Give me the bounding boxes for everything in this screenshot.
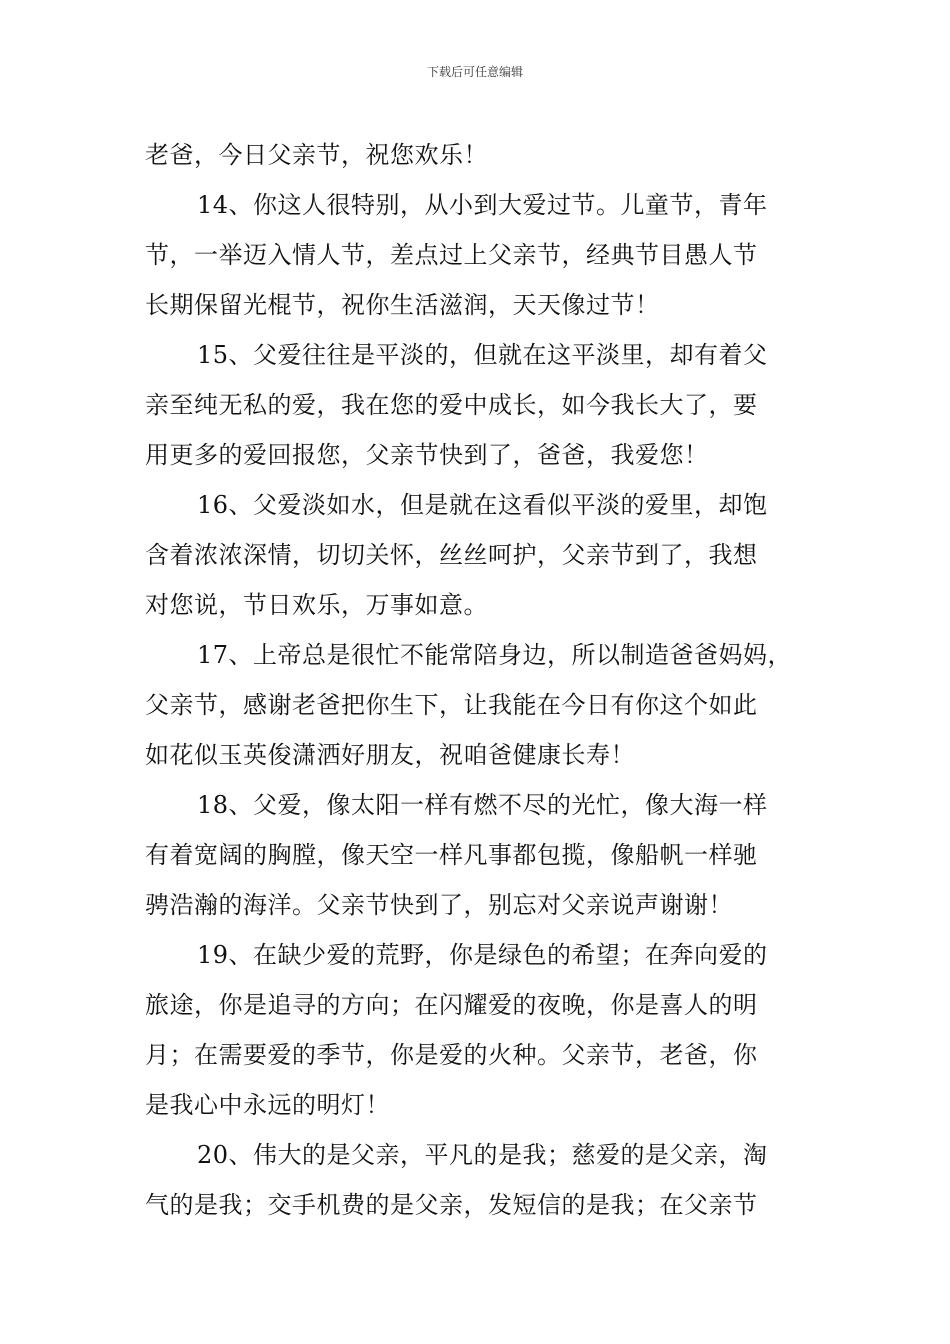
paragraph-first-line: 16、父爱淡如水，但是就在这看似平淡的爱里，却饱 [197, 491, 768, 519]
document-body [145, 130, 810, 1230]
paragraph-line: 亲至纯无私的爱，我在您的爱中成长，如今我长大了，要 [145, 391, 758, 419]
paragraph-first-line: 19、在缺少爱的荒野，你是绿色的希望；在奔向爱的 [197, 941, 768, 969]
paragraph-line: 气的是我；交手机费的是父亲，发短信的是我；在父亲节 [145, 1191, 758, 1219]
paragraph-line: 长期保留光棍节，祝你生活滋润，天天像过节！ [145, 291, 660, 319]
paragraph-line: 是我心中永远的明灯！ [145, 1091, 390, 1119]
paragraph-line: 父亲节，感谢老爸把你生下，让我能在今日有你这个如此 [145, 691, 758, 719]
paragraph-line: 含着浓浓深情，切切关怀，丝丝呵护，父亲节到了，我想 [145, 541, 758, 569]
paragraph-first-line: 18、父爱，像太阳一样有燃不尽的光忙，像大海一样 [197, 791, 768, 819]
page-header-note: 下载后可任意编辑 [426, 65, 523, 79]
paragraph-line: 月；在需要爱的季节，你是爱的火种。父亲节，老爸，你 [145, 1041, 758, 1069]
paragraph-line: 如花似玉英俊潇洒好朋友，祝咱爸健康长寿！ [145, 741, 635, 769]
paragraph-line: 旅途，你是追寻的方向；在闪耀爱的夜晚，你是喜人的明 [145, 991, 758, 1019]
paragraph-line: 骋浩瀚的海洋。父亲节快到了，别忘对父亲说声谢谢！ [145, 891, 733, 919]
paragraph-line: 老爸，今日父亲节，祝您欢乐！ [145, 141, 488, 169]
paragraph-first-line: 20、伟大的是父亲，平凡的是我；慈爱的是父亲，淘 [197, 1141, 768, 1169]
paragraph-first-line: 17、上帝总是很忙不能常陪身边，所以制造爸爸妈妈， [197, 641, 793, 669]
paragraph-line: 用更多的爱回报您，父亲节快到了，爸爸，我爱您！ [145, 441, 709, 469]
paragraph-line: 对您说，节日欢乐，万事如意。 [145, 591, 488, 619]
paragraph-first-line: 14、你这人很特别，从小到大爱过节。儿童节，青年 [197, 191, 768, 219]
paragraph-first-line: 15、父爱往往是平淡的，但就在这平淡里，却有着父 [197, 341, 768, 369]
paragraph-line: 有着宽阔的胸膛，像天空一样凡事都包揽，像船帆一样驰 [145, 841, 758, 869]
paragraph-line: 节，一举迈入情人节，差点过上父亲节，经典节目愚人节 [145, 241, 758, 269]
